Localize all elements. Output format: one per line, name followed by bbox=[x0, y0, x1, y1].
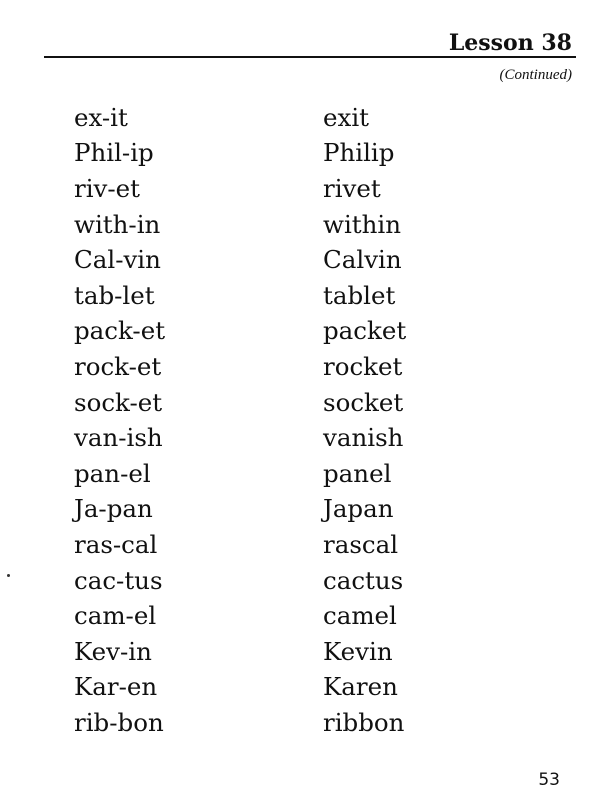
word-pair-row bbox=[74, 207, 554, 243]
word-pair-row bbox=[74, 420, 554, 456]
word-pair-row bbox=[74, 314, 554, 350]
whole-word: socket bbox=[323, 387, 404, 417]
continued-label: (Continued) bbox=[499, 67, 572, 83]
word-pair-row bbox=[74, 670, 554, 706]
split-word: cam-el bbox=[74, 601, 157, 631]
split-word: pan-el bbox=[74, 458, 151, 488]
split-word: cac-tus bbox=[74, 565, 163, 595]
word-pair-row bbox=[74, 492, 554, 528]
whole-word: rocket bbox=[323, 351, 403, 381]
whole-word: ribbon bbox=[323, 707, 405, 737]
split-word: Kev-in bbox=[74, 636, 152, 666]
split-word: with-in bbox=[74, 209, 161, 239]
split-word: Cal-vin bbox=[74, 245, 161, 275]
word-pair-row bbox=[74, 349, 554, 385]
word-pair-row bbox=[74, 100, 554, 136]
word-pair-row bbox=[74, 634, 554, 670]
page-number: 53 bbox=[538, 770, 560, 790]
word-pair-row bbox=[74, 705, 554, 741]
split-word: riv-et bbox=[74, 173, 141, 203]
stray-mark bbox=[7, 574, 10, 577]
split-word: tab-let bbox=[74, 280, 155, 310]
split-word: Phil-ip bbox=[74, 138, 154, 168]
whole-word: rascal bbox=[323, 529, 399, 559]
split-word: van-ish bbox=[74, 423, 163, 453]
word-pair-row bbox=[74, 278, 554, 314]
whole-word: Japan bbox=[323, 494, 394, 524]
word-pair-row bbox=[74, 598, 554, 634]
lesson-title: Lesson 38 bbox=[448, 30, 572, 56]
word-pair-row bbox=[74, 171, 554, 207]
split-word: rock-et bbox=[74, 351, 162, 381]
split-word: rib-bon bbox=[74, 707, 164, 737]
word-pair-row bbox=[74, 456, 554, 492]
whole-word: Philip bbox=[323, 138, 395, 168]
whole-word: camel bbox=[323, 601, 397, 631]
split-word: Ja-pan bbox=[74, 494, 153, 524]
whole-word: rivet bbox=[323, 173, 381, 203]
split-word: ras-cal bbox=[74, 529, 158, 559]
whole-word: packet bbox=[323, 316, 407, 346]
whole-word: exit bbox=[323, 102, 369, 132]
split-word: ex-it bbox=[74, 102, 128, 132]
whole-word: panel bbox=[323, 458, 392, 488]
whole-word: Calvin bbox=[323, 245, 402, 275]
split-word: Kar-en bbox=[74, 672, 158, 702]
word-pair-row bbox=[74, 385, 554, 421]
split-word: sock-et bbox=[74, 387, 163, 417]
word-pair-row bbox=[74, 527, 554, 563]
header-rule bbox=[44, 56, 576, 58]
word-list bbox=[74, 100, 554, 741]
word-pair-row bbox=[74, 136, 554, 172]
whole-word: cactus bbox=[323, 565, 404, 595]
whole-word: Kevin bbox=[323, 636, 393, 666]
whole-word: tablet bbox=[323, 280, 396, 310]
whole-word: Karen bbox=[323, 672, 398, 702]
word-pair-row bbox=[74, 242, 554, 278]
whole-word: within bbox=[323, 209, 402, 239]
whole-word: vanish bbox=[323, 423, 404, 453]
split-word: pack-et bbox=[74, 316, 166, 346]
word-pair-row bbox=[74, 563, 554, 599]
